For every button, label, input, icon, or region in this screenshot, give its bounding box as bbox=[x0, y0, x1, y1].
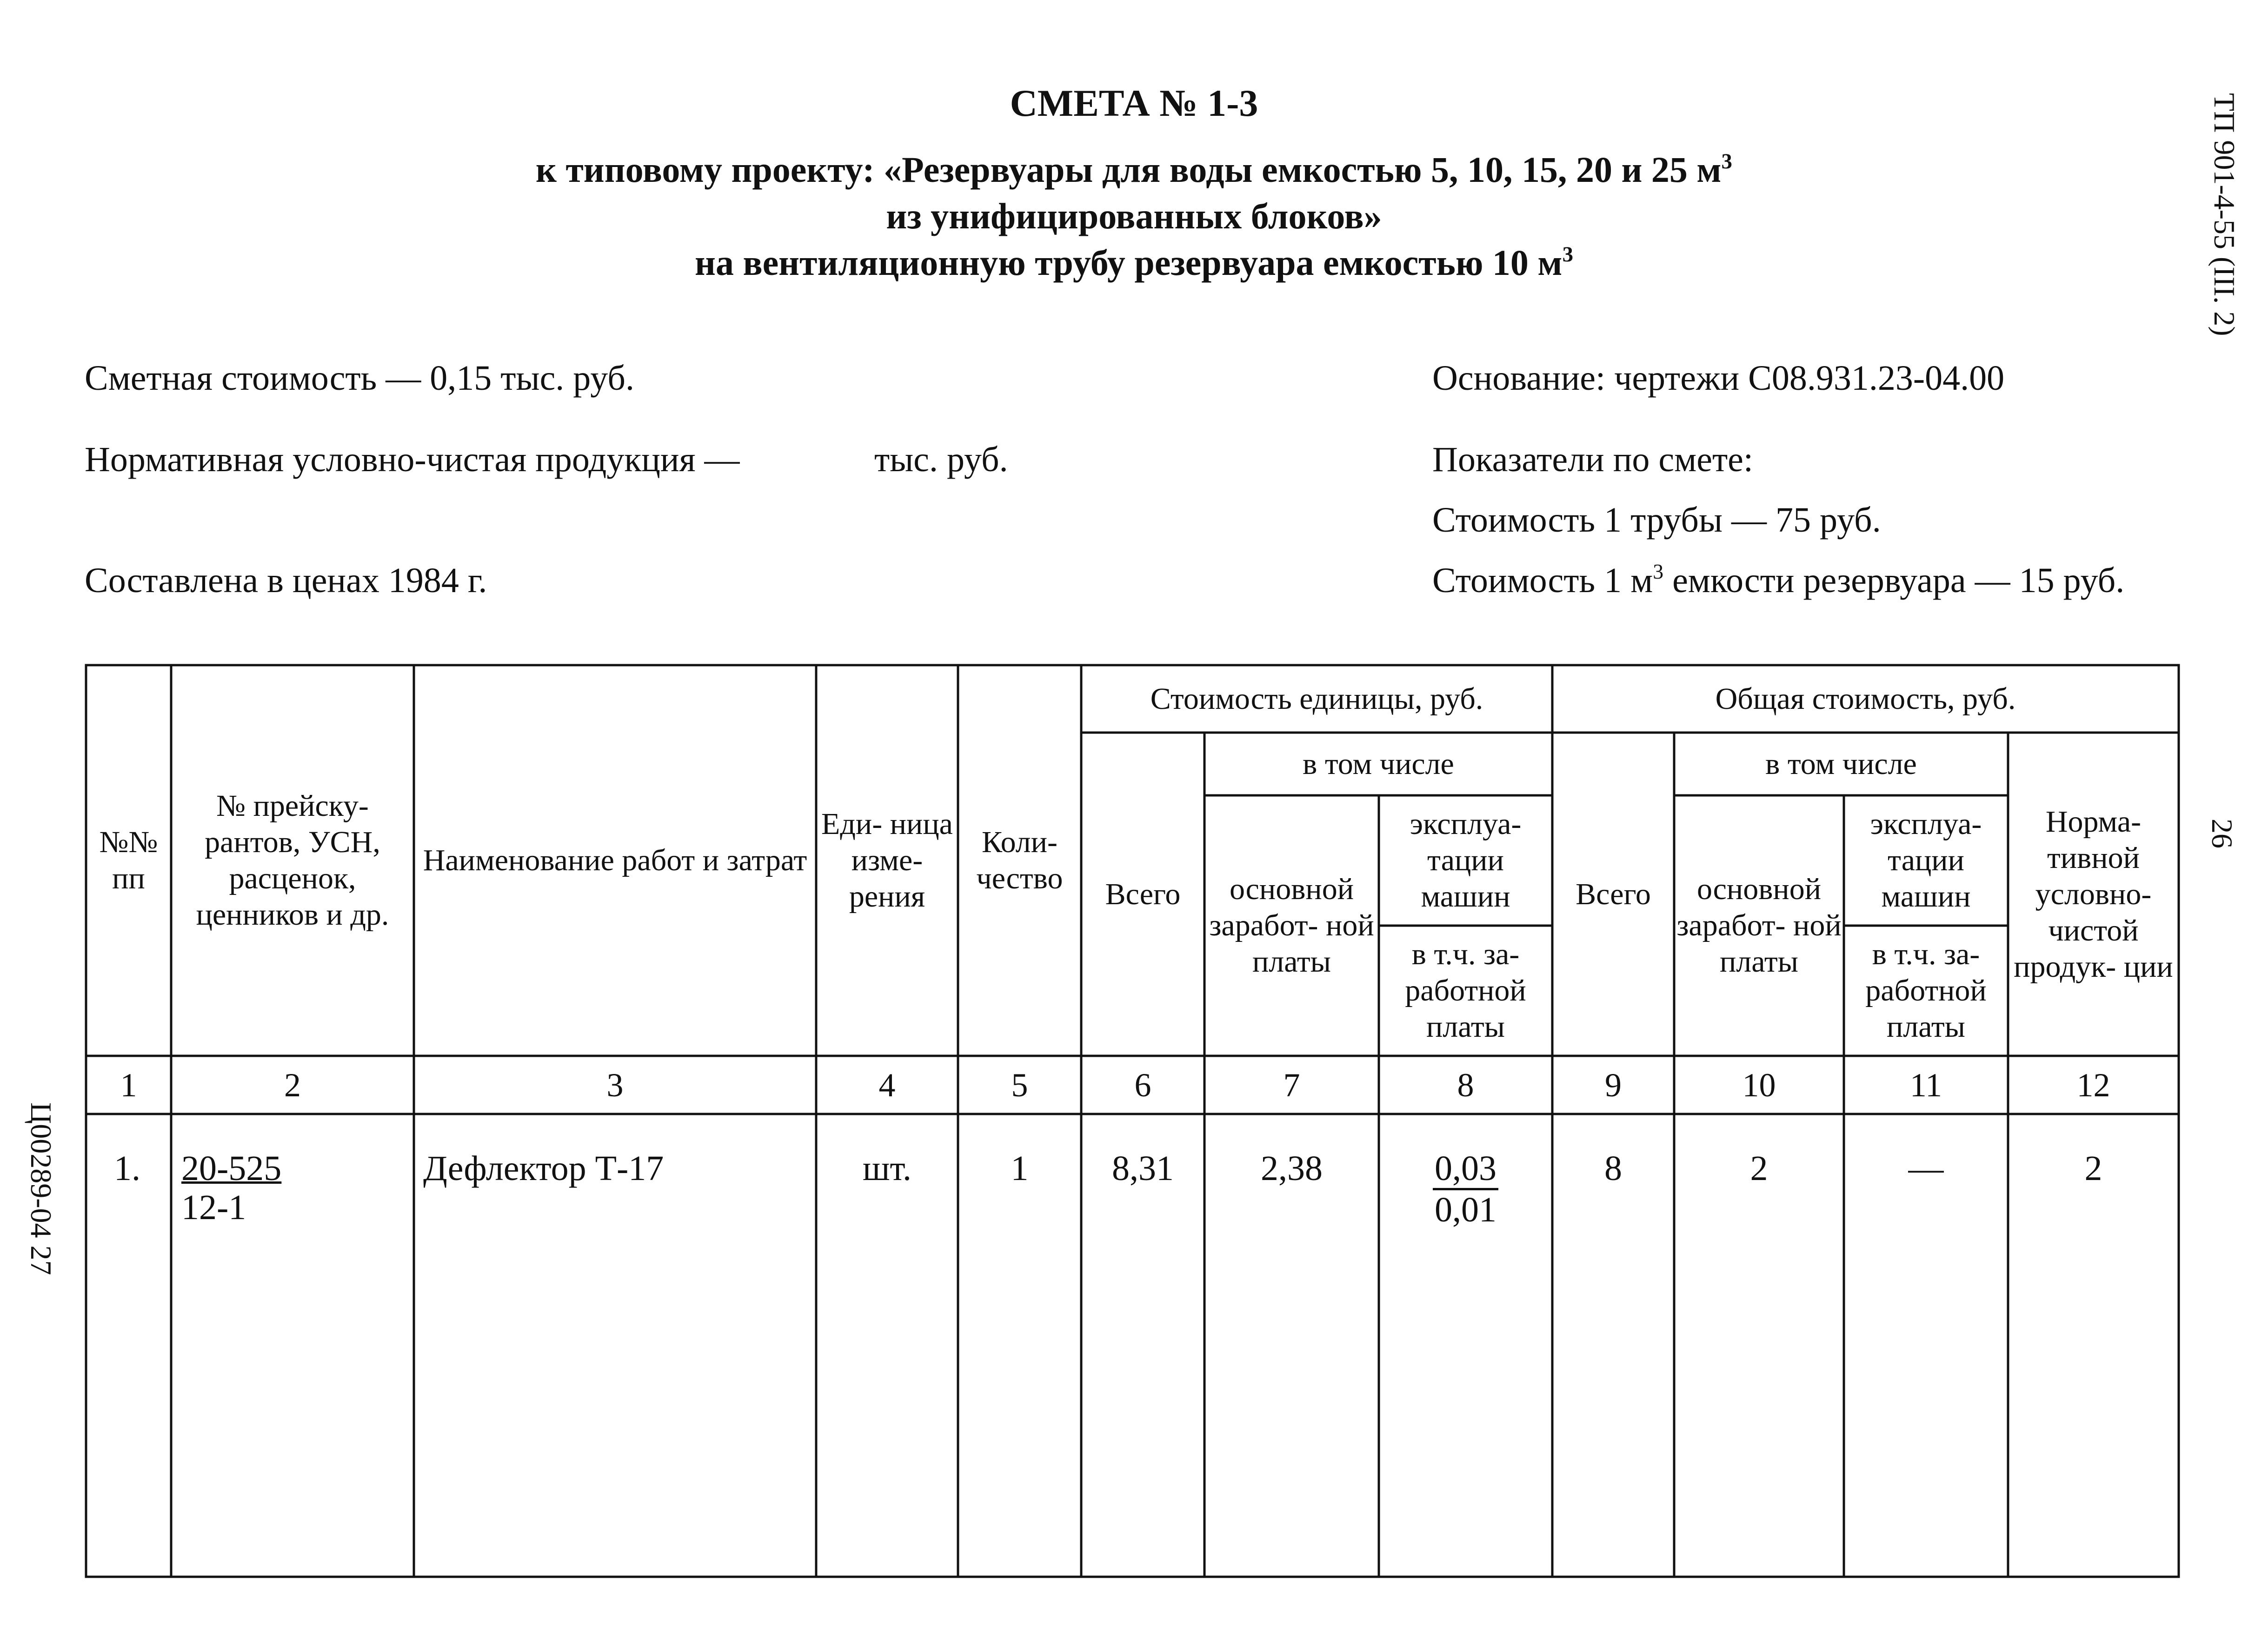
header-unit-incl: в том числе bbox=[1303, 747, 1454, 781]
project-line-a: к типовому проекту: «Резервуары для воды емкостью 5, 10, 15, 20 и 25 м bbox=[536, 149, 1722, 190]
header-unit-machines: эксплуа- тации машин bbox=[1410, 807, 1522, 914]
col-number: 12 bbox=[2076, 1066, 2110, 1104]
sup-3b: 3 bbox=[1562, 242, 1573, 267]
col-number: 9 bbox=[1605, 1066, 1622, 1104]
machines-fraction bbox=[1433, 1149, 1498, 1229]
header-total-all: Всего bbox=[1576, 877, 1651, 911]
header-code: № прейску- рантов, УСН, расценок, ценников и др. bbox=[196, 789, 389, 932]
col-number: 10 bbox=[1742, 1066, 1776, 1104]
col-number: 3 bbox=[606, 1066, 624, 1104]
header-total-machines: эксплуа- тации машин bbox=[1870, 807, 1982, 914]
prices-year: Составлена в ценах 1984 г. bbox=[85, 561, 487, 600]
machines-value: 0,03 bbox=[1433, 1149, 1498, 1190]
header-name: Наименование работ и затрат bbox=[423, 843, 807, 877]
sup-3c: 3 bbox=[1653, 560, 1664, 584]
row-unit-total: 8,31 bbox=[1112, 1149, 1174, 1188]
row-unit-wage: 2,38 bbox=[1261, 1149, 1323, 1188]
header-unit-cost: Стоимость единицы, руб. bbox=[1150, 681, 1483, 716]
header-unit-wage: основной заработ- ной платы bbox=[1209, 872, 1374, 979]
row-qty: 1 bbox=[1011, 1149, 1029, 1188]
row-code-top: 20-525 bbox=[181, 1149, 282, 1188]
header-total-wage: основной заработ- ной платы bbox=[1676, 872, 1842, 979]
project-line-b: из унифицированных блоков» bbox=[886, 196, 1382, 236]
header-total-incl: в том числе bbox=[1765, 747, 1917, 781]
col-number: 2 bbox=[284, 1066, 301, 1104]
cost-per-pipe: Стоимость 1 трубы — 75 руб. bbox=[1432, 500, 1881, 540]
header-total-machines-wage: в т.ч. за- работной платы bbox=[1865, 937, 1987, 1044]
header-num: №№ пп bbox=[99, 825, 158, 895]
col-number: 4 bbox=[878, 1066, 896, 1104]
header-unit-all: Всего bbox=[1105, 877, 1181, 911]
row-product: 2 bbox=[2084, 1149, 2102, 1188]
machines-wage-value: 0,01 bbox=[1435, 1190, 1496, 1229]
header-total-cost: Общая стоимость, руб. bbox=[1715, 681, 2016, 716]
estimate-title: СМЕТА № 1-3 bbox=[1010, 82, 1258, 124]
product-label: Нормативная условно-чистая продукция — bbox=[85, 440, 740, 479]
sup-3: 3 bbox=[1721, 149, 1732, 173]
col-number: 11 bbox=[1909, 1066, 1942, 1104]
side-code: ТП 901-4-55 (III. 2) bbox=[2208, 93, 2241, 336]
row-name: Дефлектор Т-17 bbox=[423, 1149, 664, 1188]
row-total-machines: — bbox=[1908, 1149, 1944, 1188]
row-unit: шт. bbox=[862, 1149, 912, 1188]
header-qty: Коли- чество bbox=[976, 825, 1063, 895]
row-code-bottom: 12-1 bbox=[181, 1188, 246, 1227]
row-number: 1. bbox=[114, 1149, 140, 1188]
header-product: Норма- тивной условно- чистой продук- ции bbox=[2014, 804, 2173, 984]
header-unit-machines-wage: в т.ч. за- работной платы bbox=[1405, 937, 1526, 1044]
indicators-title: Показатели по смете: bbox=[1432, 440, 1754, 479]
col-number: 8 bbox=[1457, 1066, 1474, 1104]
estimated-cost: Сметная стоимость — 0,15 тыс. руб. bbox=[85, 359, 634, 398]
row-total: 8 bbox=[1604, 1149, 1622, 1188]
product-unit: тыс. руб. bbox=[874, 440, 1008, 479]
row-code bbox=[181, 1149, 281, 1227]
row-unit-machines bbox=[1379, 1149, 1552, 1229]
bottom-code: Ц00289-04 27 bbox=[25, 1102, 58, 1275]
page-number: 26 bbox=[2206, 819, 2239, 848]
col-number: 6 bbox=[1134, 1066, 1151, 1104]
basis: Основание: чертежи С08.931.23-04.00 bbox=[1432, 359, 2005, 398]
row-total-wage: 2 bbox=[1750, 1149, 1768, 1188]
col-number: 1 bbox=[120, 1066, 137, 1104]
cost-m3-a: Стоимость 1 м bbox=[1432, 561, 1653, 600]
header-unit: Еди- ница изме- рения bbox=[821, 807, 953, 914]
col-number: 7 bbox=[1283, 1066, 1300, 1104]
cost-m3-b: емкости резервуара — 15 руб. bbox=[1663, 561, 2125, 600]
subject-text: на вентиляционную трубу резервуара емкостью 10 м bbox=[695, 242, 1563, 283]
col-number: 5 bbox=[1011, 1066, 1028, 1104]
